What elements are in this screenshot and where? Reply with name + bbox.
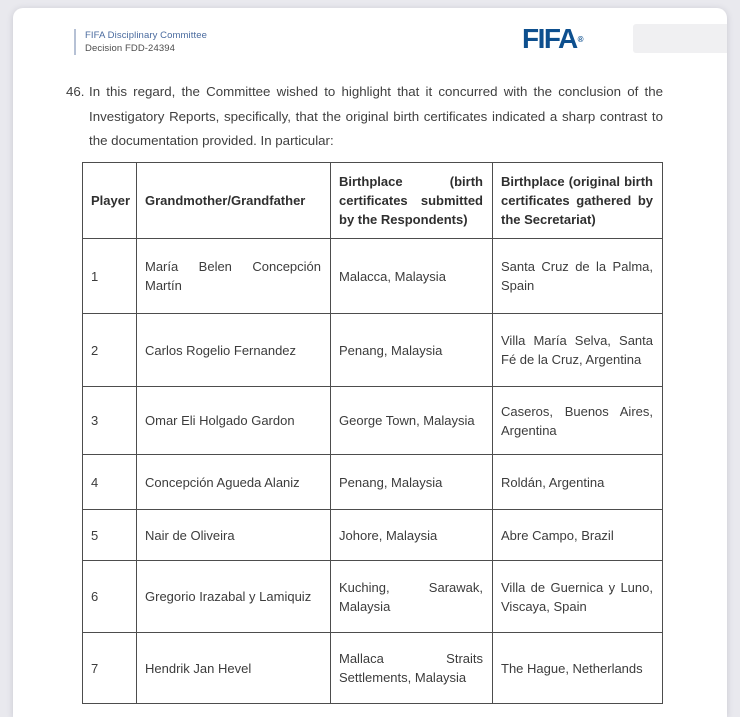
cell-birthplace-original: The Hague, Netherlands (493, 633, 663, 704)
cell-player: 4 (83, 455, 137, 510)
col-header-player: Player (83, 163, 137, 239)
cell-grandparent: Omar Eli Holgado Gardon (137, 387, 331, 455)
cell-player: 6 (83, 561, 137, 633)
table-row (83, 239, 663, 314)
redacted-block (633, 24, 727, 53)
cell-grandparent: Nair de Oliveira (137, 510, 331, 561)
col-header-grandparent: Grandmother/Grandfather (137, 163, 331, 239)
cell-grandparent: Carlos Rogelio Fernandez (137, 314, 331, 387)
cell-birthplace-original: Santa Cruz de la Palma, Spain (493, 239, 663, 314)
cell-grandparent: Concepción Agueda Alaniz (137, 455, 331, 510)
table-row (83, 633, 663, 704)
cell-player: 5 (83, 510, 137, 561)
table-row (83, 387, 663, 455)
cell-player: 3 (83, 387, 137, 455)
fifa-logo-text: FIFA (522, 23, 577, 54)
cell-player: 1 (83, 239, 137, 314)
document-page (13, 8, 727, 717)
cell-birthplace-original: Abre Campo, Brazil (493, 510, 663, 561)
players-table (82, 162, 663, 704)
table-row (83, 561, 663, 633)
table-header-row (83, 163, 663, 239)
cell-birthplace-submitted: Kuching, Sarawak, Malaysia (331, 561, 493, 633)
paragraph-46 (66, 80, 663, 154)
cell-birthplace-submitted: Penang, Malaysia (331, 455, 493, 510)
registered-trademark-mark: ® (577, 35, 584, 44)
paragraph-number: 46. (66, 84, 85, 99)
cell-birthplace-submitted: Johore, Malaysia (331, 510, 493, 561)
cell-grandparent: Hendrik Jan Hevel (137, 633, 331, 704)
cell-birthplace-original: Roldán, Argentina (493, 455, 663, 510)
cell-birthplace-original: Caseros, Buenos Aires, Argentina (493, 387, 663, 455)
table-row (83, 455, 663, 510)
cell-birthplace-submitted: Penang, Malaysia (331, 314, 493, 387)
document-meta (74, 29, 207, 55)
cell-player: 2 (83, 314, 137, 387)
cell-birthplace-original: Villa María Selva, Santa Fé de la Cruz, Argentina (493, 314, 663, 387)
table-row (83, 510, 663, 561)
col-header-birthplace-submitted: Birthplace (birth certificates submitted by the Respondents) (331, 163, 493, 239)
committee-label: FIFA Disciplinary Committee (85, 30, 208, 41)
cell-birthplace-submitted: Malacca, Malaysia (331, 239, 493, 314)
table-row (83, 314, 663, 387)
paragraph-text: In this regard, the Committee wished to highlight that it concurred with the conclusion of the Investigatory Reports, specifically, that the original birth certificates indicated a sharp contrast to the documentation provided. In particular: (89, 84, 663, 148)
cell-birthplace-submitted: George Town, Malaysia (331, 387, 493, 455)
cell-grandparent: Gregorio Irazabal y Lamiquiz (137, 561, 331, 633)
cell-birthplace-submitted: Mallaca Straits Settlements, Malaysia (331, 633, 493, 704)
cell-birthplace-original: Villa de Guernica y Luno, Viscaya, Spain (493, 561, 663, 633)
decision-number-label: Decision FDD-24394 (85, 43, 175, 54)
col-header-birthplace-original: Birthplace (original birth certificates gathered by the Secretariat) (493, 163, 663, 239)
cell-player: 7 (83, 633, 137, 704)
cell-grandparent: María Belen Concepción Martín (137, 239, 331, 314)
fifa-logo (522, 25, 583, 53)
